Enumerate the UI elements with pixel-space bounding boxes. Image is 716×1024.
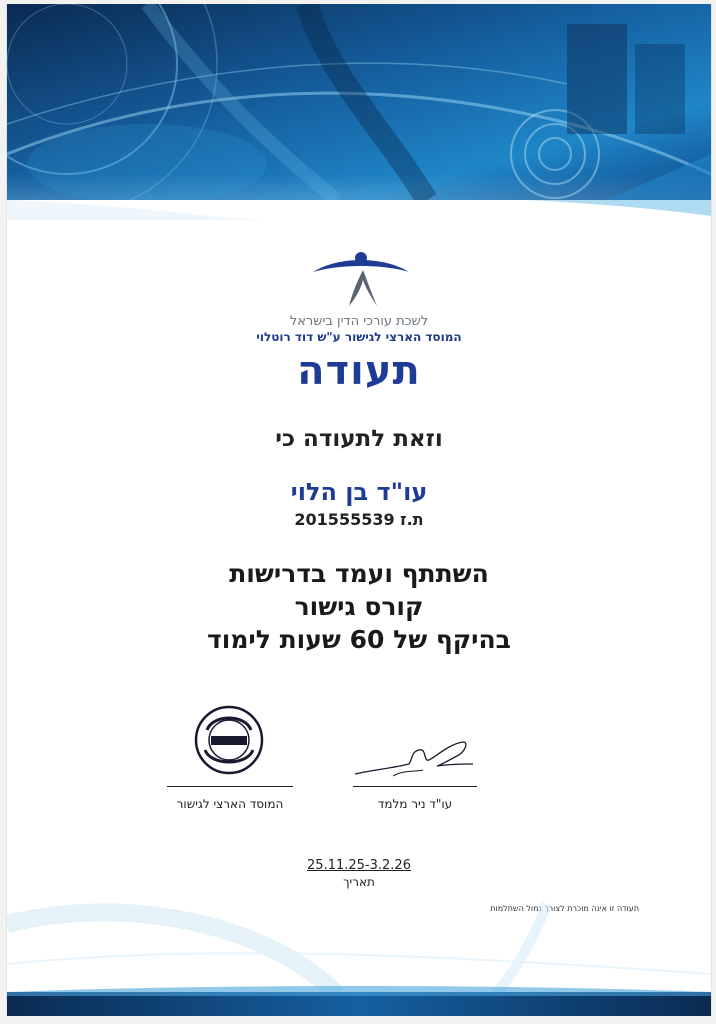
date-value-text: 25.11.25-3.2.26 xyxy=(307,858,411,873)
date-label: תאריך xyxy=(343,875,375,889)
disclaimer-note: תעודה זו אינה מוכרת לצורך גמול השתלמות xyxy=(490,904,639,913)
recipient-name: עו"ד בן הלוי xyxy=(290,478,428,506)
certificate-body-line-3: בהיקף של 60 שעות לימוד xyxy=(207,625,511,654)
footer-decorative-band xyxy=(7,884,711,1016)
signature-line-left xyxy=(167,786,293,787)
israel-bar-stamp xyxy=(193,704,265,780)
handwritten-signature-icon xyxy=(353,734,477,784)
certificate-intro: וזאת לתעודה כי xyxy=(275,426,443,452)
stamp-seal-icon xyxy=(193,704,265,776)
signature-label-right: עו"ד ניר מלמד xyxy=(377,797,453,811)
signature-line-right xyxy=(353,786,477,787)
header-decorative-band xyxy=(7,4,711,220)
certificate-page xyxy=(6,4,712,1016)
signature-right xyxy=(353,734,477,788)
recipient-id: ת.ז 201555539 xyxy=(294,510,424,529)
institute-name: המוסד הארצי לגישור ע"ש דוד רוטלוי xyxy=(256,330,462,344)
logo-figure-icon xyxy=(309,250,413,310)
footer-pattern xyxy=(7,884,711,1016)
certificate-body-line-2: קורס גישור xyxy=(294,592,424,621)
signature-label-left: המוסד הארצי לגישור xyxy=(176,797,284,811)
bar-institute-logo xyxy=(309,250,413,314)
certificate-body-line-1: השתתף ועמד בדרישות xyxy=(229,559,489,588)
date-value xyxy=(7,858,711,873)
org-name: לשכת עורכי הדין בישראל xyxy=(289,314,429,329)
certificate-title: תעודה xyxy=(297,348,421,394)
header-pattern xyxy=(7,4,711,220)
